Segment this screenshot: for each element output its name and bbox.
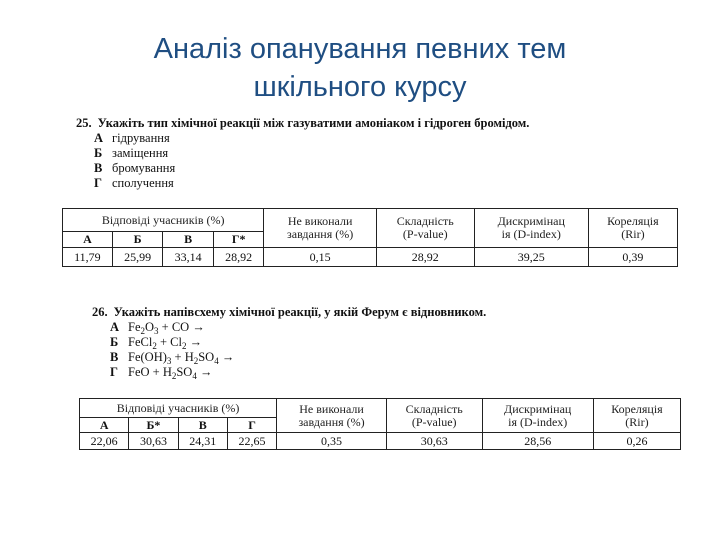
results-table-26 xyxy=(79,398,681,450)
answer-letter: В xyxy=(163,232,214,248)
question-26-prompt: Укажіть напівсхему хімічної реакції, у якій Ферум є відновником. xyxy=(113,305,487,319)
not-done-header: Не виконали завдання (%) xyxy=(264,209,376,248)
answer-letter: Б xyxy=(112,232,163,248)
answers-header: Відповіді учасників (%) xyxy=(63,209,264,232)
table-cell: 0,39 xyxy=(588,248,677,267)
answer-letter: Б* xyxy=(129,418,178,433)
question-25-text xyxy=(76,116,529,131)
question-26 xyxy=(92,305,486,380)
table-cell: 0,26 xyxy=(593,433,680,450)
table-cell: 25,99 xyxy=(112,248,163,267)
correlation-header: Кореляція (Rir) xyxy=(588,209,677,248)
option-g: Г сполучення xyxy=(94,176,174,190)
option-v: В бромування xyxy=(94,161,176,175)
question-26-text xyxy=(92,305,486,320)
table-cell: 0,15 xyxy=(264,248,376,267)
discrimination-header: Дискримінац ія (D-index) xyxy=(482,399,593,433)
option-g: Г FeO + $H_2SO_4$ → xyxy=(110,365,213,381)
option-a: А $Fe_2O_3$ + CO → xyxy=(110,320,205,336)
slide-title xyxy=(0,30,720,106)
answers-header: Відповіді учасників (%) xyxy=(80,399,277,418)
correlation-header: Кореляція (Rir) xyxy=(593,399,680,433)
option-b: Б FeCl$_2$ + $Cl_2$ → xyxy=(110,335,203,351)
table-cell: 0,35 xyxy=(277,433,387,450)
answer-letter: Г* xyxy=(213,232,264,248)
option-v: В $Fe(OH)_3 + H_2SO_4$ → xyxy=(110,350,235,366)
slide-title-line-2: шкільного курсу xyxy=(253,71,467,103)
answer-letter: А xyxy=(80,418,129,433)
table-cell: 30,63 xyxy=(386,433,482,450)
difficulty-header: Складність (P-value) xyxy=(386,399,482,433)
results-table-25 xyxy=(62,208,678,267)
table-cell: 11,79 xyxy=(63,248,113,267)
option-b: Б заміщення xyxy=(94,146,169,160)
table-cell: 28,56 xyxy=(482,433,593,450)
answer-letter: В xyxy=(178,418,227,433)
table-cell: 33,14 xyxy=(163,248,214,267)
option-a: А гідрування xyxy=(94,131,170,145)
difficulty-header: Складність (P-value) xyxy=(376,209,474,248)
not-done-header: Не виконали завдання (%) xyxy=(277,399,387,433)
table-cell: 28,92 xyxy=(213,248,264,267)
question-26-number: 26. xyxy=(92,305,108,319)
table-cell: 22,65 xyxy=(227,433,276,450)
table-cell: 24,31 xyxy=(178,433,227,450)
answer-letter: Г xyxy=(227,418,276,433)
table-cell: 30,63 xyxy=(129,433,178,450)
discrimination-header: Дискримінац ія (D-index) xyxy=(474,209,588,248)
question-25 xyxy=(76,116,529,191)
slide-title-line-1: Аналіз опанування певних тем xyxy=(153,33,567,65)
question-25-number: 25. xyxy=(76,116,92,130)
answer-letter: А xyxy=(63,232,113,248)
question-25-prompt: Укажіть тип хімічної реакції між газуватими амоніаком і гідроген бромідом. xyxy=(97,116,530,130)
table-cell: 39,25 xyxy=(474,248,588,267)
table-cell: 28,92 xyxy=(376,248,474,267)
table-cell: 22,06 xyxy=(80,433,129,450)
